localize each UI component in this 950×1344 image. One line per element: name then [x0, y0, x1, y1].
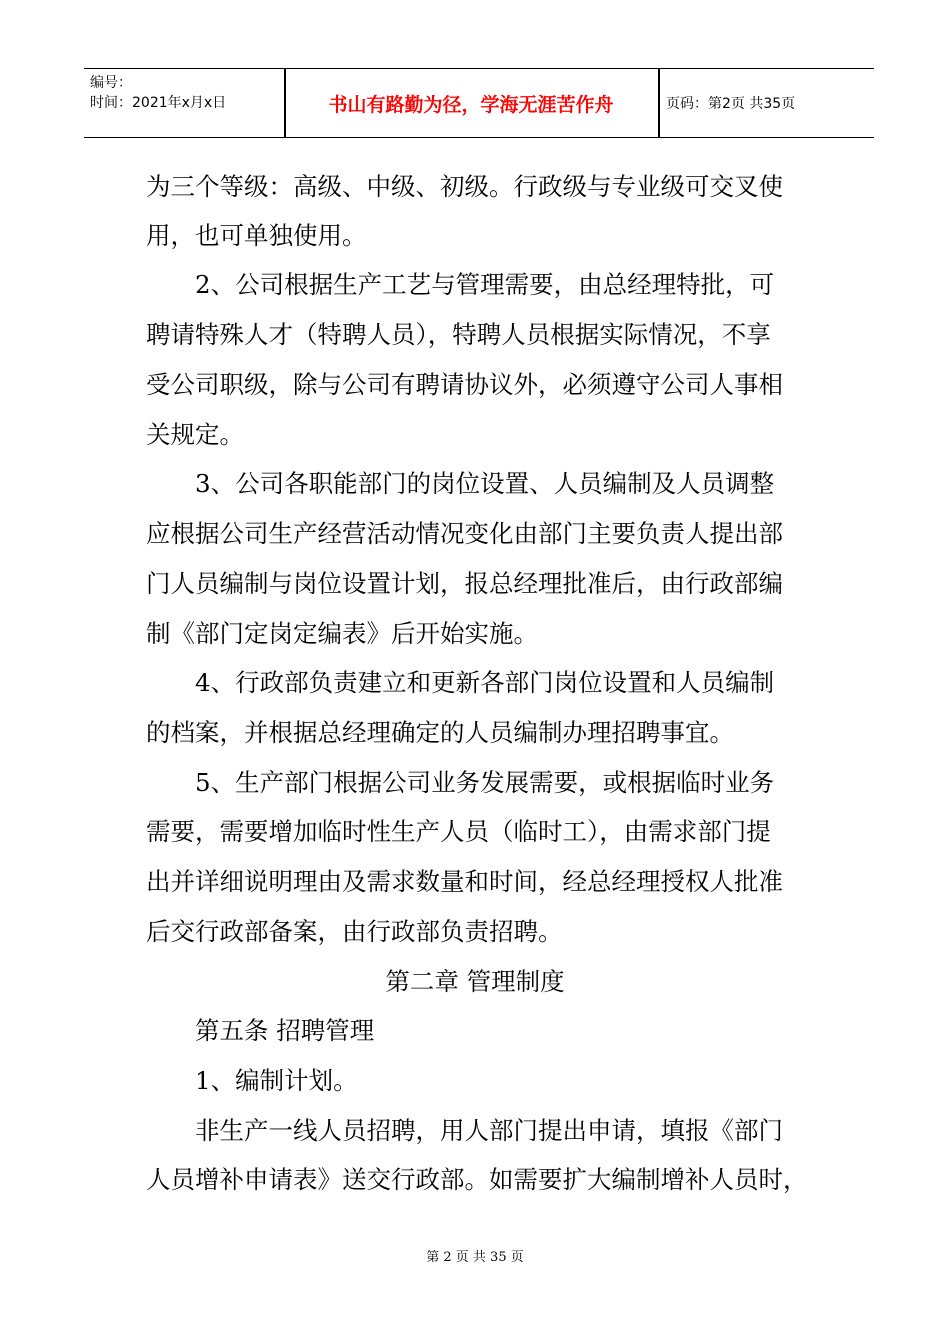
document-date: 时间：2021年x月x日: [90, 95, 227, 111]
body-line: 关规定。: [146, 420, 244, 449]
body-line: 后交行政部备案，由行政部负责招聘。: [146, 917, 563, 946]
paragraph-2-start: 2、公司根据生产工艺与管理需要，由总经理特批，可: [195, 270, 775, 299]
header-divider: [658, 69, 660, 137]
body-line: 门人员编制与岗位设置计划，报总经理批准后，由行政部编: [146, 569, 783, 598]
chapter-heading: 第二章 管理制度: [385, 967, 565, 996]
paragraph-start: 非生产一线人员招聘，用人部门提出申请，填报《部门: [195, 1116, 783, 1145]
page-header: [84, 68, 874, 138]
body-line: 用，也可单独使用。: [146, 221, 367, 250]
body-line: 受公司职级，除与公司有聘请协议外，必须遵守公司人事相: [146, 370, 783, 399]
header-meta: [90, 73, 226, 113]
body-line: 需要，需要增加临时性生产人员（临时工），由需求部门提: [146, 817, 771, 846]
body-line: 应根据公司生产经营活动情况变化由部门主要负责人提出部: [146, 519, 783, 548]
document-number-label: 编号：: [90, 75, 132, 91]
body-line: 出并详细说明理由及需求数量和时间，经总经理授权人批准: [146, 867, 783, 896]
section-item: 1、编制计划。: [195, 1066, 358, 1095]
paragraph-5-start: 5、生产部门根据公司业务发展需要，或根据临时业务: [195, 768, 775, 797]
body-line: 为三个等级：高级、中级、初级。行政级与专业级可交叉使: [146, 172, 783, 201]
body-line: 人员增补申请表》送交行政部。如需要扩大编制增补人员时，: [146, 1165, 808, 1194]
body-line: 的档案，并根据总经理确定的人员编制办理招聘事宜。: [146, 718, 734, 747]
article-heading: 第五条 招聘管理: [195, 1016, 375, 1045]
header-page-info: 页码：第2页 共35页: [666, 96, 796, 112]
paragraph-3-start: 3、公司各职能部门的岗位设置、人员编制及人员调整: [195, 469, 775, 498]
paragraph-4-start: 4、行政部负责建立和更新各部门岗位设置和人员编制: [195, 668, 775, 697]
header-motto: 书山有路勤为径，学海无涯苦作舟: [328, 93, 614, 116]
body-line: 聘请特殊人才（特聘人员），特聘人员根据实际情况，不享: [146, 320, 771, 349]
page-footer: 第 2 页 共 35 页: [426, 1250, 524, 1265]
body-line: 制《部门定岗定编表》后开始实施。: [146, 619, 538, 648]
